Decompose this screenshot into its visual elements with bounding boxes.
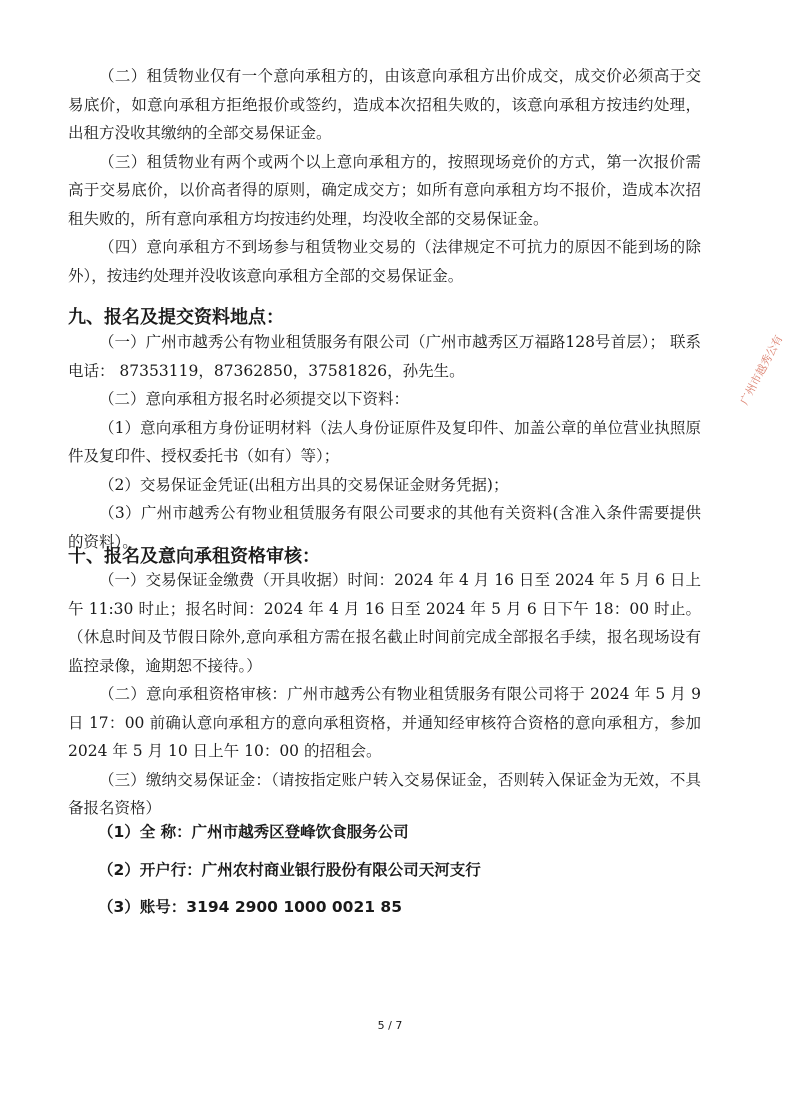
section10-heading: 十、报名及意向承租资格审核： bbox=[68, 546, 320, 567]
section9-heading: 九、报名及提交资料地点： bbox=[68, 307, 284, 328]
paragraph-8-3: （三）租赁物业有两个或两个以上意向承租方的，按照现场竞价的方式，第一次报价需高于交易底价，以价高者得的原则，确定成交方；如所有意向承租方均不报价，造成本次招租失败的，所有意向承租方均按违约处理，均没收全部的交易保证金。 bbox=[68, 152, 701, 228]
paragraph-8-4: （四）意向承租方不到场参与租赁物业交易的（法律规定不可抗力的原因不能到场的除外），按违约处理并没收该意向承租方全部的交易保证金。 bbox=[68, 238, 701, 285]
account-number-line: （3）账号：3194 2900 1000 0021 85 bbox=[98, 898, 402, 916]
account-name-line: （1）全 称：广州市越秀区登峰饮食服务公司 bbox=[98, 823, 409, 841]
paragraph-10-1: （一）交易保证金缴费（开具收据）时间：2024 年 4 月 16 日至 2024 年 5 月 6 日上午 11:30 时止；报名时间：2024 年 4 月 16 日至 2024 年 5 月 6 日下午 18：00 时止。（休息时间及节假日除外,意向承租方需在报名截止时间前完成全部报名手续，报名现场设有监控录像，逾期恕不接待。） bbox=[68, 571, 701, 675]
paragraph-9-4: （2）交易保证金凭证(出租方出具的交易保证金财务凭据)； bbox=[99, 475, 509, 494]
section8-continued bbox=[68, 62, 701, 290]
paragraph-10-2: （二）意向承租资格审核：广州市越秀公有物业租赁服务有限公司将于 2024 年 5 月 9 日 17：00 前确认意向承租方的意向承租资格，并通知经审核符合资格的意向承租方，参加 2024 年 5 月 10 日上午 10：00 的招租会。 bbox=[68, 685, 701, 760]
paragraph-9-3: （1）意向承租方身份证明材料（法人身份证原件及复印件、加盖公章的单位营业执照原件及复印件、授权委托书（如有）等）； bbox=[68, 418, 701, 465]
page-number: 5 / 7 bbox=[377, 1019, 403, 1032]
section9-body bbox=[68, 328, 701, 556]
section10-body bbox=[68, 566, 701, 823]
paragraph-9-5: （3）广州市越秀公有物业租赁服务有限公司要求的其他有关资料(含准入条件需要提供的资料）。 bbox=[68, 504, 701, 551]
paragraph-8-2: （二）租赁物业仅有一个意向承租方的，由该意向承租方出价成交，成交价必须高于交易底价，如意向承租方拒绝报价或签约，造成本次招租失败的，该意向承租方按违约处理，出租方没收其缴纳的全部交易保证金。 bbox=[68, 67, 701, 142]
paragraph-9-2: （二）意向承租方报名时必须提交以下资料： bbox=[99, 390, 410, 408]
paragraph-9-1: （一）广州市越秀公有物业租赁服务有限公司（广州市越秀区万福路128号首层）； 联系电话： 87353119，87362850，37581826，孙先生。 bbox=[68, 333, 701, 380]
seal-margin-note: 广州市越秀公有 bbox=[737, 332, 786, 408]
paragraph-10-3: （三）缴纳交易保证金：（请按指定账户转入交易保证金，否则转入保证金为无效，不具备报名资格） bbox=[68, 770, 701, 817]
bank-branch-line: （2）开户行：广州农村商业银行股份有限公司天河支行 bbox=[98, 861, 481, 879]
